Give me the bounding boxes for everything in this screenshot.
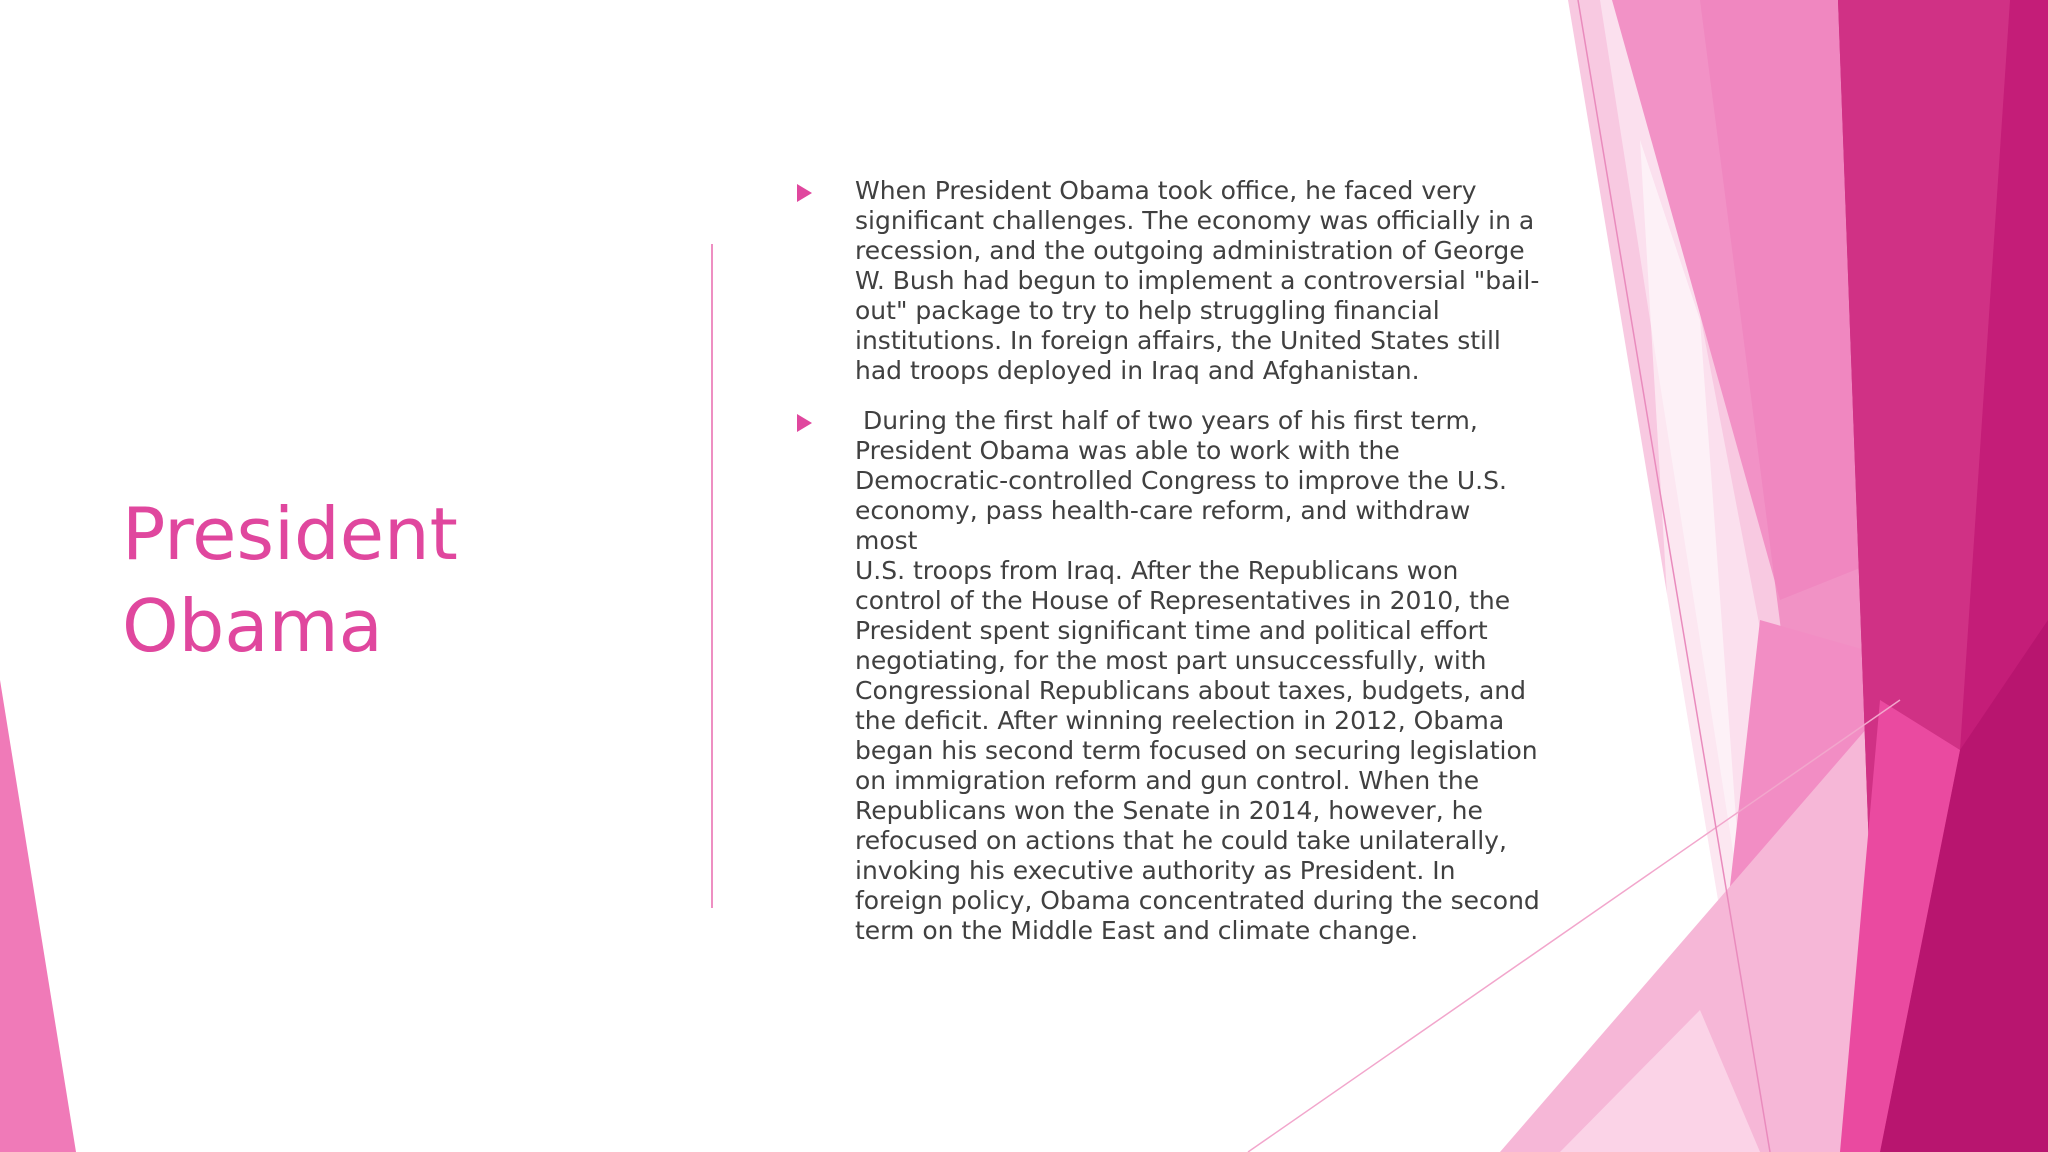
slide-title xyxy=(122,488,642,672)
bullet-list xyxy=(795,176,1540,966)
bullet-item xyxy=(795,176,1540,386)
bullet-text: During the first half of two years of his first term, President Obama was able to work with the Democratic-controlled Congress to improve the U.S. economy, pass health-care reform, and withdraw most U.S. troops from Iraq. After the Republicans won control of the House of Representatives in 2010, the President spent significant time and political effort negotiating, for the most part unsuccessfully, with Congressional Republicans about taxes, budgets, and the deficit. After winning reelection in 2012, Obama began his second term focused on securing legislation on immigration reform and gun control. When the Republicans won the Senate in 2014, however, he refocused on actions that he could take unilaterally, invoking his executive authority as President. In foreign policy, Obama concentrated during the second term on the Middle East and climate change. xyxy=(855,406,1540,945)
bullet-text: When President Obama took office, he faced very significant challenges. The economy was officially in a recession, and the outgoing administration of George W. Bush had begun to implement a controversial "bail- out" package to try to help struggling financial institutions. In foreign affairs, the United States still had troops deployed in Iraq and Afghanistan. xyxy=(855,176,1540,385)
vertical-divider xyxy=(711,244,713,908)
facet-left-wedge xyxy=(0,680,76,1152)
bullet-item xyxy=(795,406,1540,946)
triangle-bullet-icon xyxy=(797,414,812,432)
slide-title-line-2: Obama xyxy=(122,584,383,668)
slide-title-line-1: President xyxy=(122,492,458,576)
triangle-bullet-icon xyxy=(797,184,812,202)
